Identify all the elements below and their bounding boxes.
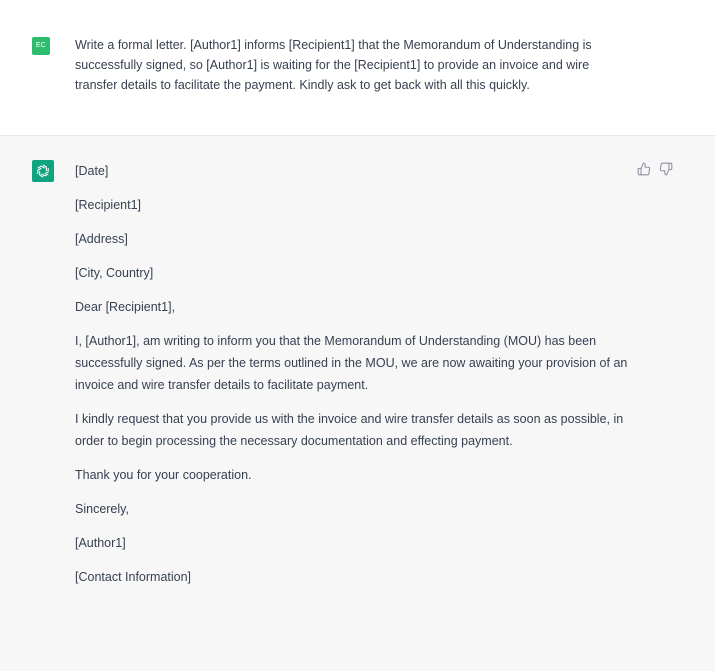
letter-closing: Sincerely,	[75, 502, 129, 516]
openai-logo-icon	[35, 163, 51, 179]
feedback-buttons	[636, 161, 674, 177]
thumbs-up-icon	[637, 162, 651, 176]
letter-city-country: [City, Country]	[75, 266, 154, 280]
user-message-text: Write a formal letter. [Author1] informs [Recipient1] that the Memorandum of Understanding is successfully signed, so [Author1] is waiting for the [Recipient1] to provide an invoice and wire transfer details to facilitate the payment. Kindly ask to get back with all this quickly.	[75, 38, 592, 92]
letter-date: [Date]	[75, 164, 109, 178]
letter-signature: [Author1]	[75, 536, 126, 550]
assistant-letter	[75, 160, 635, 600]
assistant-avatar	[32, 160, 54, 182]
letter-address: [Address]	[75, 232, 128, 246]
user-message-row	[0, 0, 715, 136]
letter-contact-info: [Contact Information]	[75, 570, 192, 584]
letter-body-paragraph-1: I, [Author1], am writing to inform you that the Memorandum of Understanding (MOU) has been successfully signed. As per the terms outlined in the MOU, we are now awaiting your provision of an invoice and wire transfer details to facilitate payment.	[75, 334, 628, 392]
thumbs-up-button[interactable]	[636, 161, 652, 177]
thumbs-down-icon	[659, 162, 673, 176]
letter-recipient: [Recipient1]	[75, 198, 142, 212]
letter-body-paragraph-2: I kindly request that you provide us with the invoice and wire transfer details as soon as possible, in order to begin processing the necessary documentation and effecting payment.	[75, 412, 624, 448]
user-avatar: EC	[32, 37, 50, 55]
letter-thanks: Thank you for your cooperation.	[75, 468, 252, 482]
thumbs-down-button[interactable]	[658, 161, 674, 177]
assistant-message-row	[0, 136, 715, 671]
letter-salutation: Dear [Recipient1],	[75, 300, 176, 314]
